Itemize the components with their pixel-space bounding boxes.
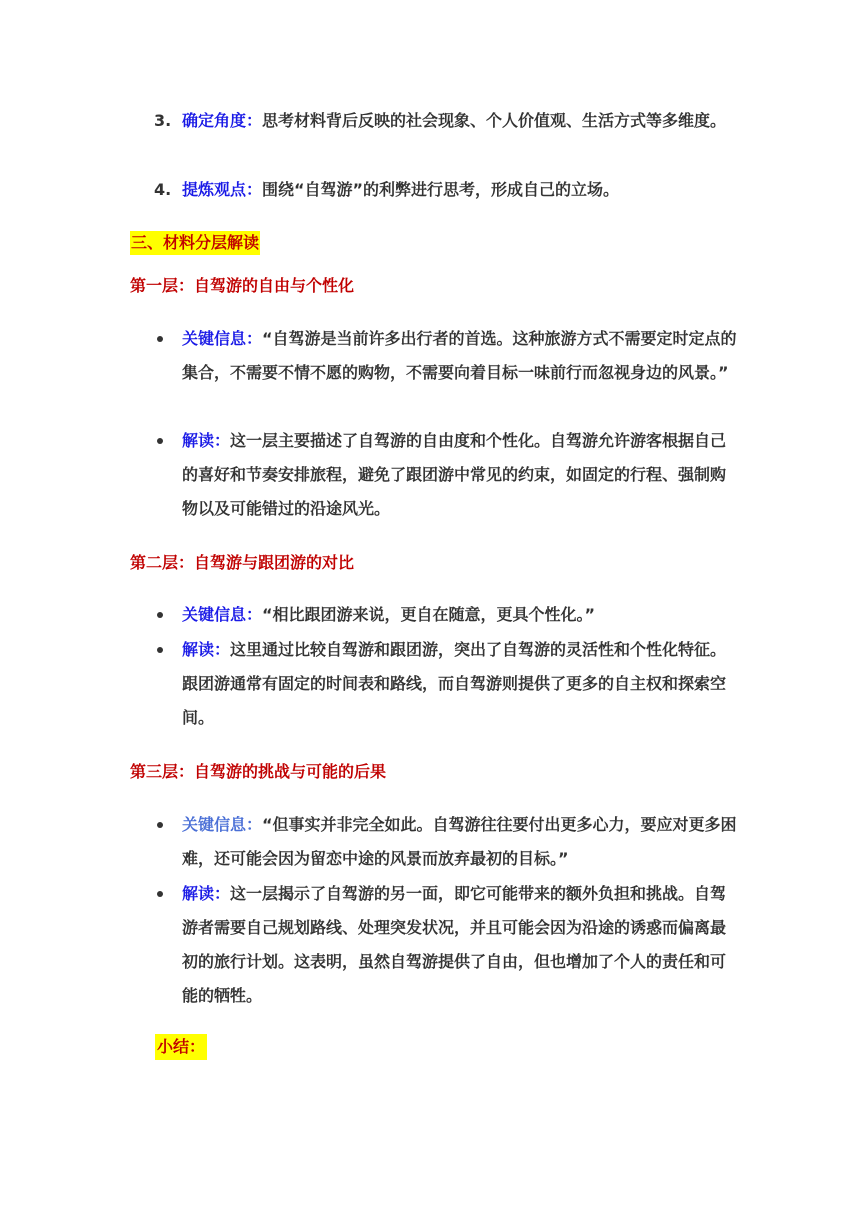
layer-3-interpretation: [130, 877, 740, 1013]
bullet-icon: [157, 612, 163, 618]
layer-1-heading: 第一层：自驾游的自由与个性化: [130, 276, 355, 295]
layer-3-key-info: [130, 808, 740, 876]
interp-text: 这里通过比较自驾游和跟团游，突出了自驾游的灵活性和个性化特征。跟团游通常有固定的时间表和路线，而自驾游则提供了更多的自主权和探索空间。: [182, 640, 727, 727]
item-number: 3.: [154, 111, 172, 130]
item-text: 思考材料背后反映的社会现象、个人价值观、生活方式等多维度。: [262, 111, 727, 130]
key-text: “相比跟团游来说，更自在随意，更具个性化。”: [262, 605, 596, 624]
bullet-icon: [157, 822, 163, 828]
interp-label: 解读：: [182, 431, 231, 450]
key-label: 关键信息：: [182, 605, 263, 624]
item-label: 确定角度：: [182, 111, 263, 130]
interp-label: 解读：: [182, 640, 231, 659]
key-text: “但事实并非完全如此。自驾游往往要付出更多心力，要应对更多困难，还可能会因为留恋中途的风景而放弃最初的目标。”: [182, 815, 737, 868]
layer-1-key-info: [130, 322, 740, 390]
summary-label: 小结：: [155, 1034, 207, 1060]
layer-2-interpretation: [130, 633, 740, 735]
key-label: 关键信息：: [182, 329, 263, 348]
layer-1-interpretation: [130, 424, 740, 526]
interp-label: 解读：: [182, 884, 231, 903]
bullet-icon: [157, 438, 163, 444]
interp-text: 这一层主要描述了自驾游的自由度和个性化。自驾游允许游客根据自己的喜好和节奏安排旅程，避免了跟团游中常见的约束，如固定的行程、强制购物以及可能错过的沿途风光。: [182, 431, 727, 518]
item-label: 提炼观点：: [182, 180, 263, 199]
layer-3-heading: 第三层：自驾游的挑战与可能的后果: [130, 762, 387, 781]
section-heading: 三、材料分层解读: [130, 231, 260, 255]
bullet-icon: [157, 647, 163, 653]
layer-2-key-info: [130, 598, 740, 632]
layer-2-heading: 第二层：自驾游与跟团游的对比: [130, 553, 355, 572]
bullet-icon: [157, 336, 163, 342]
key-label: 关键信息：: [182, 815, 263, 834]
numbered-item-3: [130, 104, 740, 138]
interp-text: 这一层揭示了自驾游的另一面，即它可能带来的额外负担和挑战。自驾游者需要自己规划路线、处理突发状况，并且可能会因为沿途的诱惑而偏离最初的旅行计划。这表明，虽然自驾游提供了自由，但也增加了个人的责任和可能的牺牲。: [182, 884, 727, 1005]
bullet-icon: [157, 891, 163, 897]
item-number: 4.: [154, 180, 172, 199]
item-text: 围绕“自驾游”的利弊进行思考，形成自己的立场。: [262, 180, 620, 199]
numbered-item-4: [130, 173, 740, 207]
key-text: “自驾游是当前许多出行者的首选。这种旅游方式不需要定时定点的集合，不需要不情不愿的购物，不需要向着目标一味前行而忽视身边的风景。”: [182, 329, 737, 382]
